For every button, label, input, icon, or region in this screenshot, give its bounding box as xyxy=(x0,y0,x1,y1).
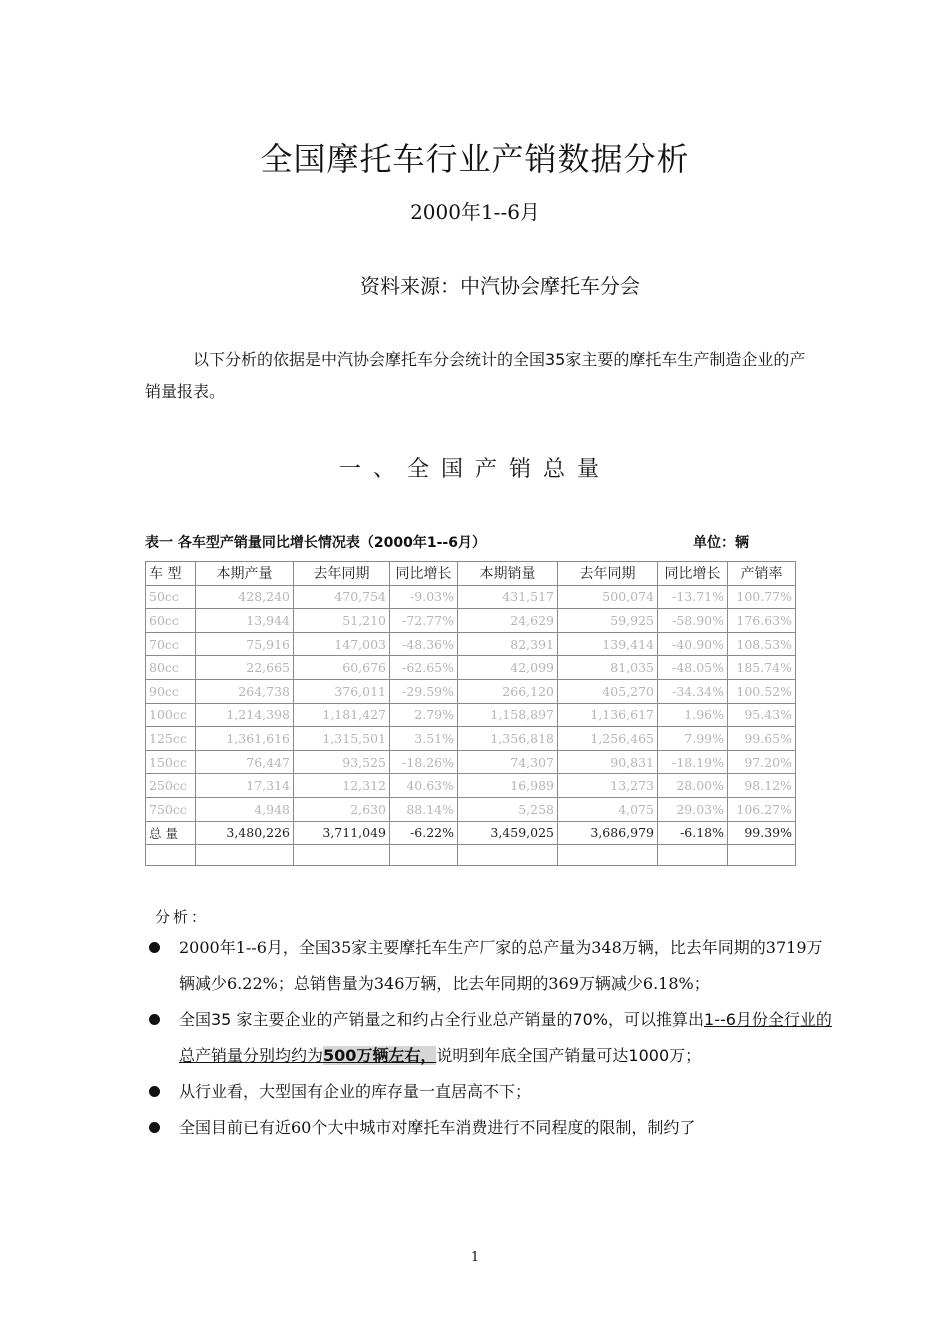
sales-table xyxy=(145,561,796,866)
cell: 99.65% xyxy=(728,727,796,751)
section-heading: 一、全国产销总量 xyxy=(338,457,611,482)
cell: 82,391 xyxy=(458,632,558,656)
cell: 3,480,226 xyxy=(196,821,294,845)
cell-model: 70cc xyxy=(146,632,196,656)
cell: 106.27% xyxy=(728,797,796,821)
cell-model: 150cc xyxy=(146,750,196,774)
cell: 24,629 xyxy=(458,609,558,633)
cell: -18.19% xyxy=(658,750,728,774)
cell: 99.39% xyxy=(728,821,796,845)
cell-empty xyxy=(728,845,796,866)
analysis-list xyxy=(145,930,835,1146)
cell: 428,240 xyxy=(196,585,294,609)
analysis-label: 分析： xyxy=(155,908,210,926)
cell-model: 100cc xyxy=(146,703,196,727)
cell: 376,011 xyxy=(294,679,390,703)
cell: 500,074 xyxy=(558,585,658,609)
cell-empty xyxy=(196,845,294,866)
header-sales-growth: 同比增长 xyxy=(658,562,728,586)
table-row xyxy=(146,585,796,609)
cell: 185.74% xyxy=(728,656,796,680)
cell: 90,831 xyxy=(558,750,658,774)
cell: 12,312 xyxy=(294,774,390,798)
header-sales-prior: 去年同期 xyxy=(558,562,658,586)
table-row xyxy=(146,797,796,821)
table-row xyxy=(146,750,796,774)
cell: 28.00% xyxy=(658,774,728,798)
table-row xyxy=(146,609,796,633)
cell: 13,944 xyxy=(196,609,294,633)
table-header-row xyxy=(146,562,796,586)
cell: -29.59% xyxy=(390,679,458,703)
list-item xyxy=(145,1110,835,1146)
cell-model: 125cc xyxy=(146,727,196,751)
table-row xyxy=(146,679,796,703)
cell: 76,447 xyxy=(196,750,294,774)
cell: 431,517 xyxy=(458,585,558,609)
cell: 3,686,979 xyxy=(558,821,658,845)
cell: 4,948 xyxy=(196,797,294,821)
cell: 97.20% xyxy=(728,750,796,774)
table-unit: 单位：辆 xyxy=(693,535,749,551)
cell: 17,314 xyxy=(196,774,294,798)
bullet-text-tail: 说明到年底全国产销量可达1000万； xyxy=(436,1046,702,1065)
document-title: 全国摩托车行业产销数据分析 xyxy=(260,140,690,178)
cell: 100.52% xyxy=(728,679,796,703)
header-sales: 本期销量 xyxy=(458,562,558,586)
cell: 266,120 xyxy=(458,679,558,703)
header-sales-ratio: 产销率 xyxy=(728,562,796,586)
cell: -18.26% xyxy=(390,750,458,774)
cell: 405,270 xyxy=(558,679,658,703)
data-source: 资料来源：中汽协会摩托车分会 xyxy=(360,274,640,298)
list-item xyxy=(145,1002,835,1074)
cell-total-label: 总 量 xyxy=(146,821,196,845)
cell: -6.18% xyxy=(658,821,728,845)
cell-model: 750cc xyxy=(146,797,196,821)
table-total-row xyxy=(146,821,796,845)
cell-model: 90cc xyxy=(146,679,196,703)
cell: 139,414 xyxy=(558,632,658,656)
cell: 40.63% xyxy=(390,774,458,798)
cell: 2.79% xyxy=(390,703,458,727)
cell: 3,711,049 xyxy=(294,821,390,845)
cell: 7.99% xyxy=(658,727,728,751)
cell: 95.43% xyxy=(728,703,796,727)
cell: 176.63% xyxy=(728,609,796,633)
bullet-text: 全国目前已有近60个大中城市对摩托车消费进行不同程度的限制，制约了 xyxy=(179,1118,696,1137)
cell: 51,210 xyxy=(294,609,390,633)
cell: 1,356,818 xyxy=(458,727,558,751)
cell: 1,315,501 xyxy=(294,727,390,751)
cell: 3,459,025 xyxy=(458,821,558,845)
cell: 75,916 xyxy=(196,632,294,656)
intro-paragraph: 以下分析的依据是中汽协会摩托车分会统计的全国35家主要的摩托车生产制造企业的产销量报表。 xyxy=(145,350,806,401)
cell-model: 80cc xyxy=(146,656,196,680)
cell: -62.65% xyxy=(390,656,458,680)
cell: 1,361,616 xyxy=(196,727,294,751)
cell-model: 250cc xyxy=(146,774,196,798)
table-row xyxy=(146,656,796,680)
cell: -6.22% xyxy=(390,821,458,845)
cell: 264,738 xyxy=(196,679,294,703)
cell: 1,158,897 xyxy=(458,703,558,727)
cell: -9.03% xyxy=(390,585,458,609)
table-caption xyxy=(145,532,795,552)
list-item xyxy=(145,930,835,1002)
bullet-icon xyxy=(149,1122,160,1133)
bullet-icon xyxy=(149,1014,160,1025)
cell: 1,256,465 xyxy=(558,727,658,751)
cell: -72.77% xyxy=(390,609,458,633)
cell: 13,273 xyxy=(558,774,658,798)
cell: 81,035 xyxy=(558,656,658,680)
bullet-text: 全国35 家主要企业的产销量之和约占全行业总产销量的70%，可以推算出 xyxy=(179,1010,705,1029)
header-production: 本期产量 xyxy=(196,562,294,586)
cell: 16,989 xyxy=(458,774,558,798)
table-row xyxy=(146,703,796,727)
cell: 1,181,427 xyxy=(294,703,390,727)
cell-empty xyxy=(390,845,458,866)
header-production-prior: 去年同期 xyxy=(294,562,390,586)
cell-empty xyxy=(294,845,390,866)
highlighted-text: 500万辆左右， xyxy=(323,1046,437,1065)
cell-model: 60cc xyxy=(146,609,196,633)
bullet-text: 2000年1--6月，全国35家主要摩托车生产厂家的总产量为348万辆，比去年同期的3719万辆减少6.22%；总销售量为346万辆，比去年同期的369万辆减少6.18%； xyxy=(179,938,823,993)
cell: -34.34% xyxy=(658,679,728,703)
cell-empty xyxy=(458,845,558,866)
cell: -58.90% xyxy=(658,609,728,633)
cell: 98.12% xyxy=(728,774,796,798)
cell: 470,754 xyxy=(294,585,390,609)
bullet-icon xyxy=(149,1086,160,1097)
cell-model: 50cc xyxy=(146,585,196,609)
cell: 4,075 xyxy=(558,797,658,821)
list-item xyxy=(145,1074,835,1110)
header-model: 车 型 xyxy=(146,562,196,586)
cell: 3.51% xyxy=(390,727,458,751)
cell: 147,003 xyxy=(294,632,390,656)
table-empty-row xyxy=(146,845,796,866)
cell: 2,630 xyxy=(294,797,390,821)
cell: 1,214,398 xyxy=(196,703,294,727)
cell: 29.03% xyxy=(658,797,728,821)
cell: 5,258 xyxy=(458,797,558,821)
cell: 1.96% xyxy=(658,703,728,727)
cell: 74,307 xyxy=(458,750,558,774)
cell-empty xyxy=(658,845,728,866)
cell-empty xyxy=(558,845,658,866)
bullet-icon xyxy=(149,942,160,953)
page-number: 1 xyxy=(470,1250,480,1265)
cell: -40.90% xyxy=(658,632,728,656)
cell-empty xyxy=(146,845,196,866)
cell: 59,925 xyxy=(558,609,658,633)
cell: -13.71% xyxy=(658,585,728,609)
header-production-growth: 同比增长 xyxy=(390,562,458,586)
cell: 1,136,617 xyxy=(558,703,658,727)
cell: 93,525 xyxy=(294,750,390,774)
underlined-text: 1--6月份全行业的总产销量分别均约为 xyxy=(179,1010,832,1065)
cell: 42,099 xyxy=(458,656,558,680)
cell: 22,665 xyxy=(196,656,294,680)
table-row xyxy=(146,774,796,798)
cell: -48.36% xyxy=(390,632,458,656)
cell: -48.05% xyxy=(658,656,728,680)
table-row xyxy=(146,727,796,751)
cell: 108.53% xyxy=(728,632,796,656)
cell: 100.77% xyxy=(728,585,796,609)
document-period: 2000年1--6月 xyxy=(410,200,540,224)
table-caption-text: 表一 各车型产销量同比增长情况表（2000年1--6月） xyxy=(145,535,486,551)
cell: 60,676 xyxy=(294,656,390,680)
bullet-text: 从行业看，大型国有企业的库存量一直居高不下； xyxy=(179,1082,532,1101)
cell: 88.14% xyxy=(390,797,458,821)
table-row xyxy=(146,632,796,656)
